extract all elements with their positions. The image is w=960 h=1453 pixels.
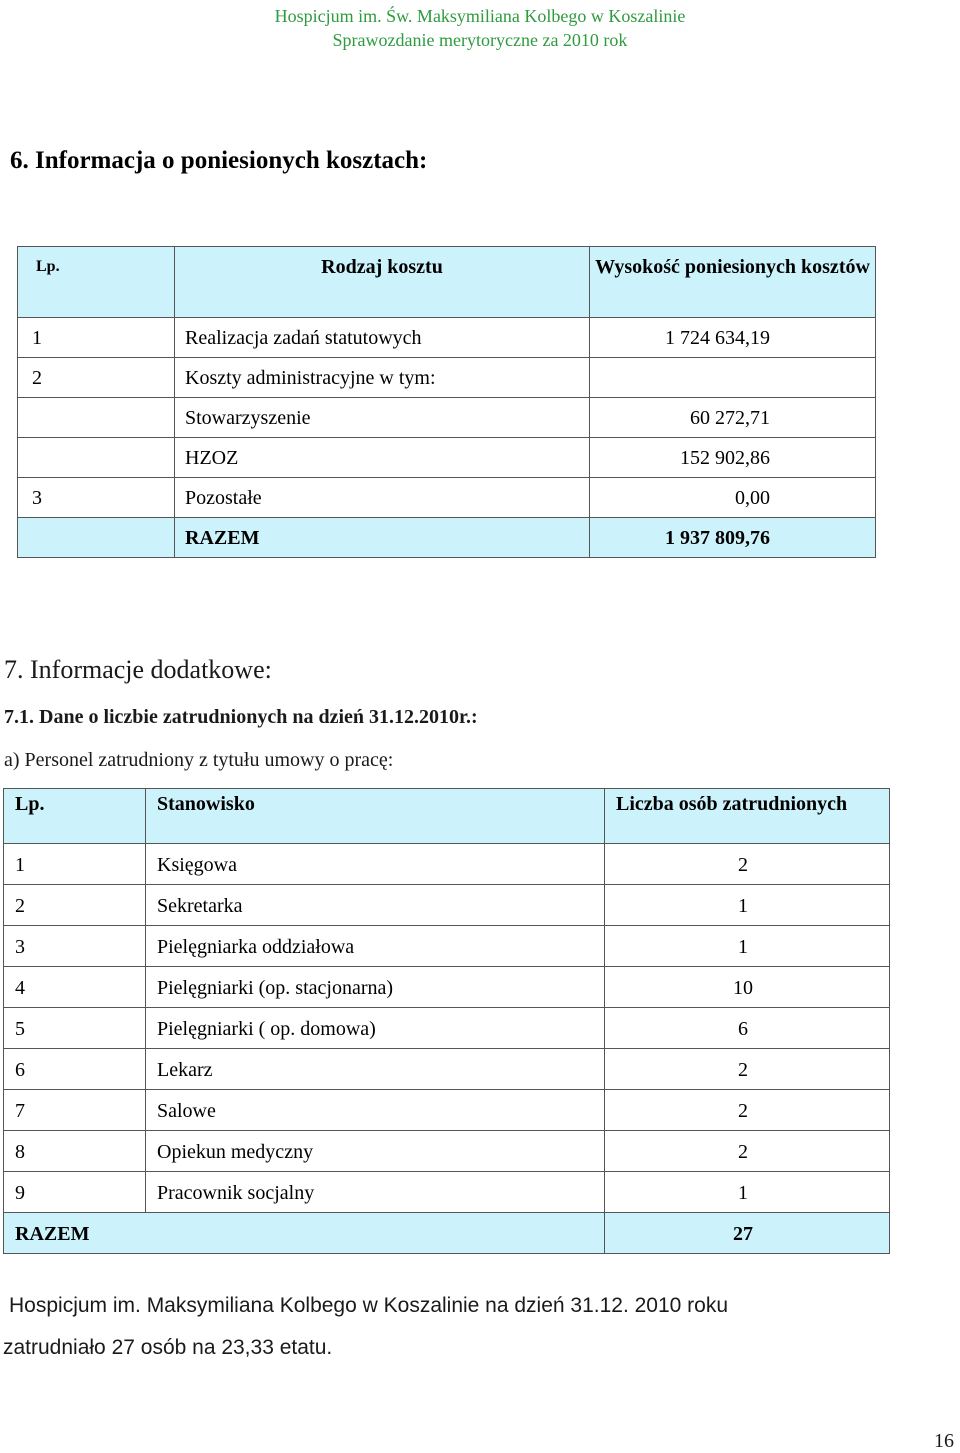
table-header-row: [4, 789, 890, 844]
cell-lp: 7: [4, 1090, 146, 1131]
table-row: [18, 318, 876, 358]
table-row: [4, 885, 890, 926]
cell-position: Salowe: [146, 1090, 605, 1131]
cell-headcount: 2: [605, 1049, 890, 1090]
table-row: [18, 478, 876, 518]
cell-cost-type: Realizacja zadań statutowych: [175, 318, 590, 358]
cell-lp: 6: [4, 1049, 146, 1090]
cell-position: Lekarz: [146, 1049, 605, 1090]
page-number: 16: [934, 1430, 954, 1452]
cell-lp: 2: [4, 885, 146, 926]
section-7-1-heading: 7.1. Dane o liczbie zatrudnionych na dzień 31.12.2010r.:: [4, 706, 478, 728]
cell-amount: [590, 358, 876, 398]
costs-table: [17, 246, 876, 558]
total-amount: 1 937 809,76: [590, 518, 876, 558]
cell-position: Księgowa: [146, 844, 605, 885]
cell-headcount: 1: [605, 1172, 890, 1213]
cell-lp: 3: [4, 926, 146, 967]
cell-amount: 0,00: [590, 478, 876, 518]
cell-lp: 9: [4, 1172, 146, 1213]
cell-headcount: 6: [605, 1008, 890, 1049]
header-cell-lp: Lp.: [18, 247, 175, 318]
header-cell-lp: Lp.: [4, 789, 146, 844]
cell-position: Pielęgniarki ( op. domowa): [146, 1008, 605, 1049]
total-headcount: 27: [605, 1213, 890, 1254]
header-cell-cost-amount: Wysokość poniesionych kosztów: [590, 247, 876, 318]
table-row: [18, 358, 876, 398]
cell-cost-type: Pozostałe: [175, 478, 590, 518]
summary-text-line2: zatrudniało 27 osób na 23,33 etatu.: [3, 1336, 333, 1359]
table-row: [4, 1131, 890, 1172]
total-label: RAZEM: [175, 518, 590, 558]
cell-headcount: 10: [605, 967, 890, 1008]
cell-headcount: 2: [605, 1131, 890, 1172]
cell-position: Pielęgniarka oddziałowa: [146, 926, 605, 967]
staff-table: [3, 788, 890, 1254]
cell-position: Pielęgniarki (op. stacjonarna): [146, 967, 605, 1008]
table-row: [4, 926, 890, 967]
cell-lp: [18, 438, 175, 478]
cell-amount: 60 272,71: [590, 398, 876, 438]
cell-lp: 1: [18, 318, 175, 358]
table-total-row: [18, 518, 876, 558]
cell-cost-type: Stowarzyszenie: [175, 398, 590, 438]
table-header-row: [18, 247, 876, 318]
table-row: [4, 967, 890, 1008]
cell-headcount: 1: [605, 926, 890, 967]
table-total-row: [4, 1213, 890, 1254]
cell-headcount: 1: [605, 885, 890, 926]
table-row: [18, 398, 876, 438]
section-6-heading: 6. Informacja o poniesionych kosztach:: [10, 147, 428, 174]
header-cell-position: Stanowisko: [146, 789, 605, 844]
cell-lp: 5: [4, 1008, 146, 1049]
table-row: [18, 438, 876, 478]
running-header-subtitle: Sprawozdanie merytoryczne za 2010 rok: [332, 30, 628, 50]
table-row: [4, 1172, 890, 1213]
cell-lp: 8: [4, 1131, 146, 1172]
table-row: [4, 844, 890, 885]
cell-lp: [18, 518, 175, 558]
cell-headcount: 2: [605, 1090, 890, 1131]
cell-lp: 2: [18, 358, 175, 398]
cell-position: Opiekun medyczny: [146, 1131, 605, 1172]
table-row: [4, 1008, 890, 1049]
section-7-heading: 7. Informacje dodatkowe:: [4, 655, 272, 684]
cell-lp: [18, 398, 175, 438]
table-row: [4, 1049, 890, 1090]
cell-amount: 152 902,86: [590, 438, 876, 478]
cell-lp: 4: [4, 967, 146, 1008]
header-cell-cost-type: Rodzaj kosztu: [175, 247, 590, 318]
cell-amount: 1 724 634,19: [590, 318, 876, 358]
cell-lp: 3: [18, 478, 175, 518]
cell-headcount: 2: [605, 844, 890, 885]
table-row: [4, 1090, 890, 1131]
cell-cost-type: Koszty administracyjne w tym:: [175, 358, 590, 398]
running-header-title: Hospicjum im. Św. Maksymiliana Kolbego w Koszalinie: [274, 6, 686, 26]
cell-lp: 1: [4, 844, 146, 885]
header-cell-headcount: Liczba osób zatrudnionych: [605, 789, 890, 844]
total-label: RAZEM: [4, 1213, 605, 1254]
staff-lead-text: a) Personel zatrudniony z tytułu umowy o pracę:: [4, 749, 394, 771]
cell-cost-type: HZOZ: [175, 438, 590, 478]
cell-position: Pracownik socjalny: [146, 1172, 605, 1213]
summary-text-line1: Hospicjum im. Maksymiliana Kolbego w Koszalinie na dzień 31.12. 2010 roku: [9, 1294, 729, 1317]
cell-position: Sekretarka: [146, 885, 605, 926]
